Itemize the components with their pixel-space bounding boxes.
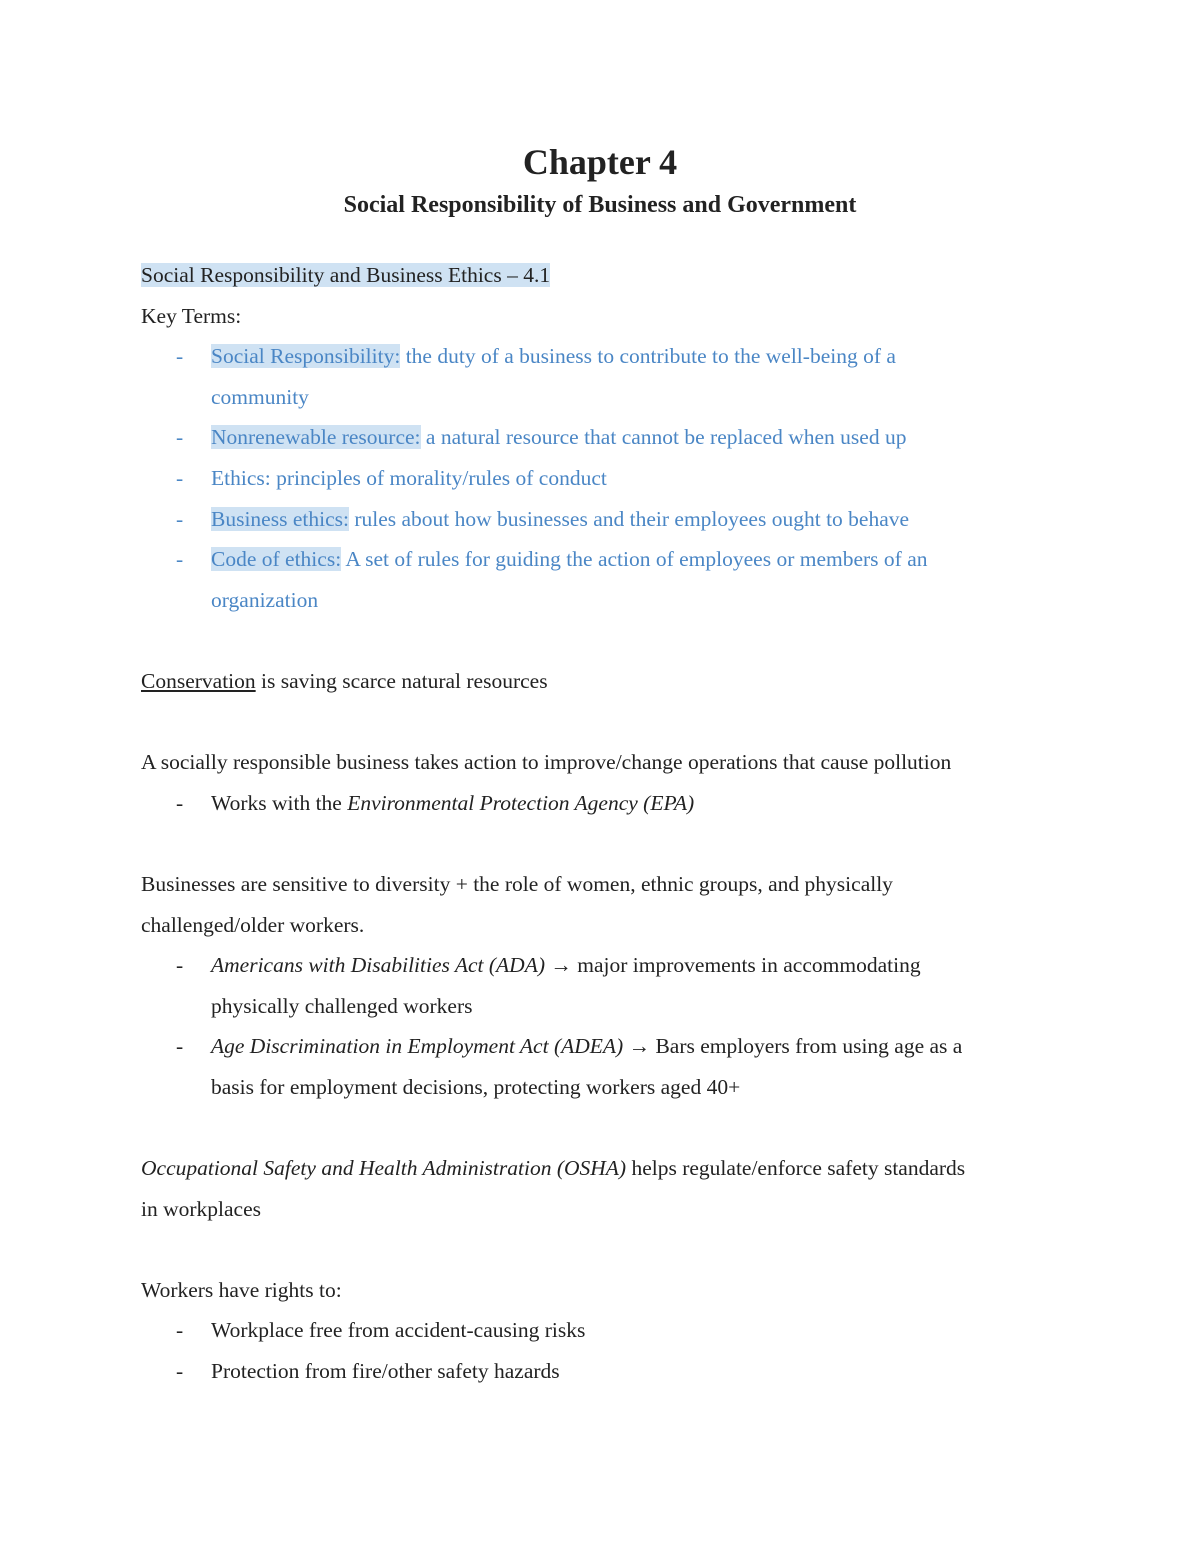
- section-heading: Social Responsibility and Business Ethics – 4.1: [141, 263, 551, 287]
- page-subtitle: Social Responsibility of Business and Government: [343, 192, 857, 218]
- definition-continued: organization: [211, 587, 319, 612]
- list-item: [141, 499, 1071, 540]
- list-item: - Americans with Disabilities Act (ADA) → major improvements in accommodating physically challenged workers: [141, 945, 1071, 1026]
- pollution-list: [141, 783, 1071, 824]
- term-social-responsibility: Social Responsibility:: [211, 344, 401, 369]
- list-item: - Workplace free from accident-causing risks: [141, 1310, 1071, 1351]
- osha-paragraph: Occupational Safety and Health Administration (OSHA) helps regulate/enforce safety standards: [141, 1156, 966, 1181]
- list-item: [141, 458, 1071, 499]
- document-body: [141, 255, 1071, 1392]
- term-code-of-ethics: Code of ethics:: [211, 547, 342, 572]
- diversity-list: [141, 945, 1071, 1107]
- bullet-dash: -: [176, 425, 184, 450]
- definition: rules about how businesses and their employees ought to behave: [348, 506, 910, 531]
- list-item: [141, 417, 1071, 458]
- key-terms-list: [141, 336, 1071, 620]
- adea-name: Age Discrimination in Employment Act (ADEA): [211, 1034, 624, 1059]
- diversity-paragraph: Businesses are sensitive to diversity + the role of women, ethnic groups, and physically: [141, 871, 893, 896]
- definition: a natural resource that cannot be replaced when used up: [420, 425, 907, 450]
- list-item: - Works with the Environmental Protection Agency (EPA): [141, 783, 1071, 824]
- term-business-ethics: Business ethics:: [211, 506, 349, 531]
- definition: the duty of a business to contribute to the well-being of a: [400, 344, 896, 369]
- rights-heading: Workers have rights to:: [141, 1277, 342, 1302]
- key-terms-label: Key Terms:: [141, 303, 242, 328]
- list-item: - Protection from fire/other safety hazards: [141, 1351, 1071, 1392]
- bullet-dash: -: [176, 547, 184, 572]
- pollution-paragraph: A socially responsible business takes action to improve/change operations that cause pollution: [141, 750, 952, 775]
- bullet-dash: -: [176, 1034, 184, 1059]
- list-item: [141, 539, 1071, 620]
- osha-paragraph-continued: in workplaces: [141, 1196, 262, 1221]
- term-ethics: Ethics: principles of morality/rules of conduct: [211, 465, 607, 490]
- epa-name: Environmental Protection Agency (EPA): [347, 790, 695, 815]
- bullet-dash: -: [176, 790, 184, 815]
- conservation-term: Conservation: [141, 668, 256, 693]
- bullet-dash: -: [176, 953, 184, 978]
- ada-name: Americans with Disabilities Act (ADA): [211, 953, 546, 978]
- osha-name: Occupational Safety and Health Administration (OSHA): [141, 1156, 627, 1181]
- conservation-paragraph: Conservation is saving scarce natural resources: [141, 668, 548, 693]
- bullet-dash: -: [176, 1359, 184, 1384]
- term-nonrenewable-resource: Nonrenewable resource:: [211, 425, 421, 450]
- list-item: [141, 336, 1071, 417]
- bullet-dash: -: [176, 1318, 184, 1343]
- definition-continued: community: [211, 384, 309, 409]
- definition: A set of rules for guiding the action of employees or members of an: [341, 547, 928, 572]
- page-title: Chapter 4: [522, 142, 678, 182]
- diversity-paragraph-continued: challenged/older workers.: [141, 912, 365, 937]
- bullet-dash: -: [176, 344, 184, 369]
- rights-list: [141, 1310, 1071, 1391]
- bullet-dash: -: [176, 506, 184, 531]
- list-item: - Age Discrimination in Employment Act (ADEA) → Bars employers from using age as a basis for employment decisions, protecting workers aged 40+: [141, 1026, 1071, 1107]
- bullet-dash: -: [176, 465, 184, 490]
